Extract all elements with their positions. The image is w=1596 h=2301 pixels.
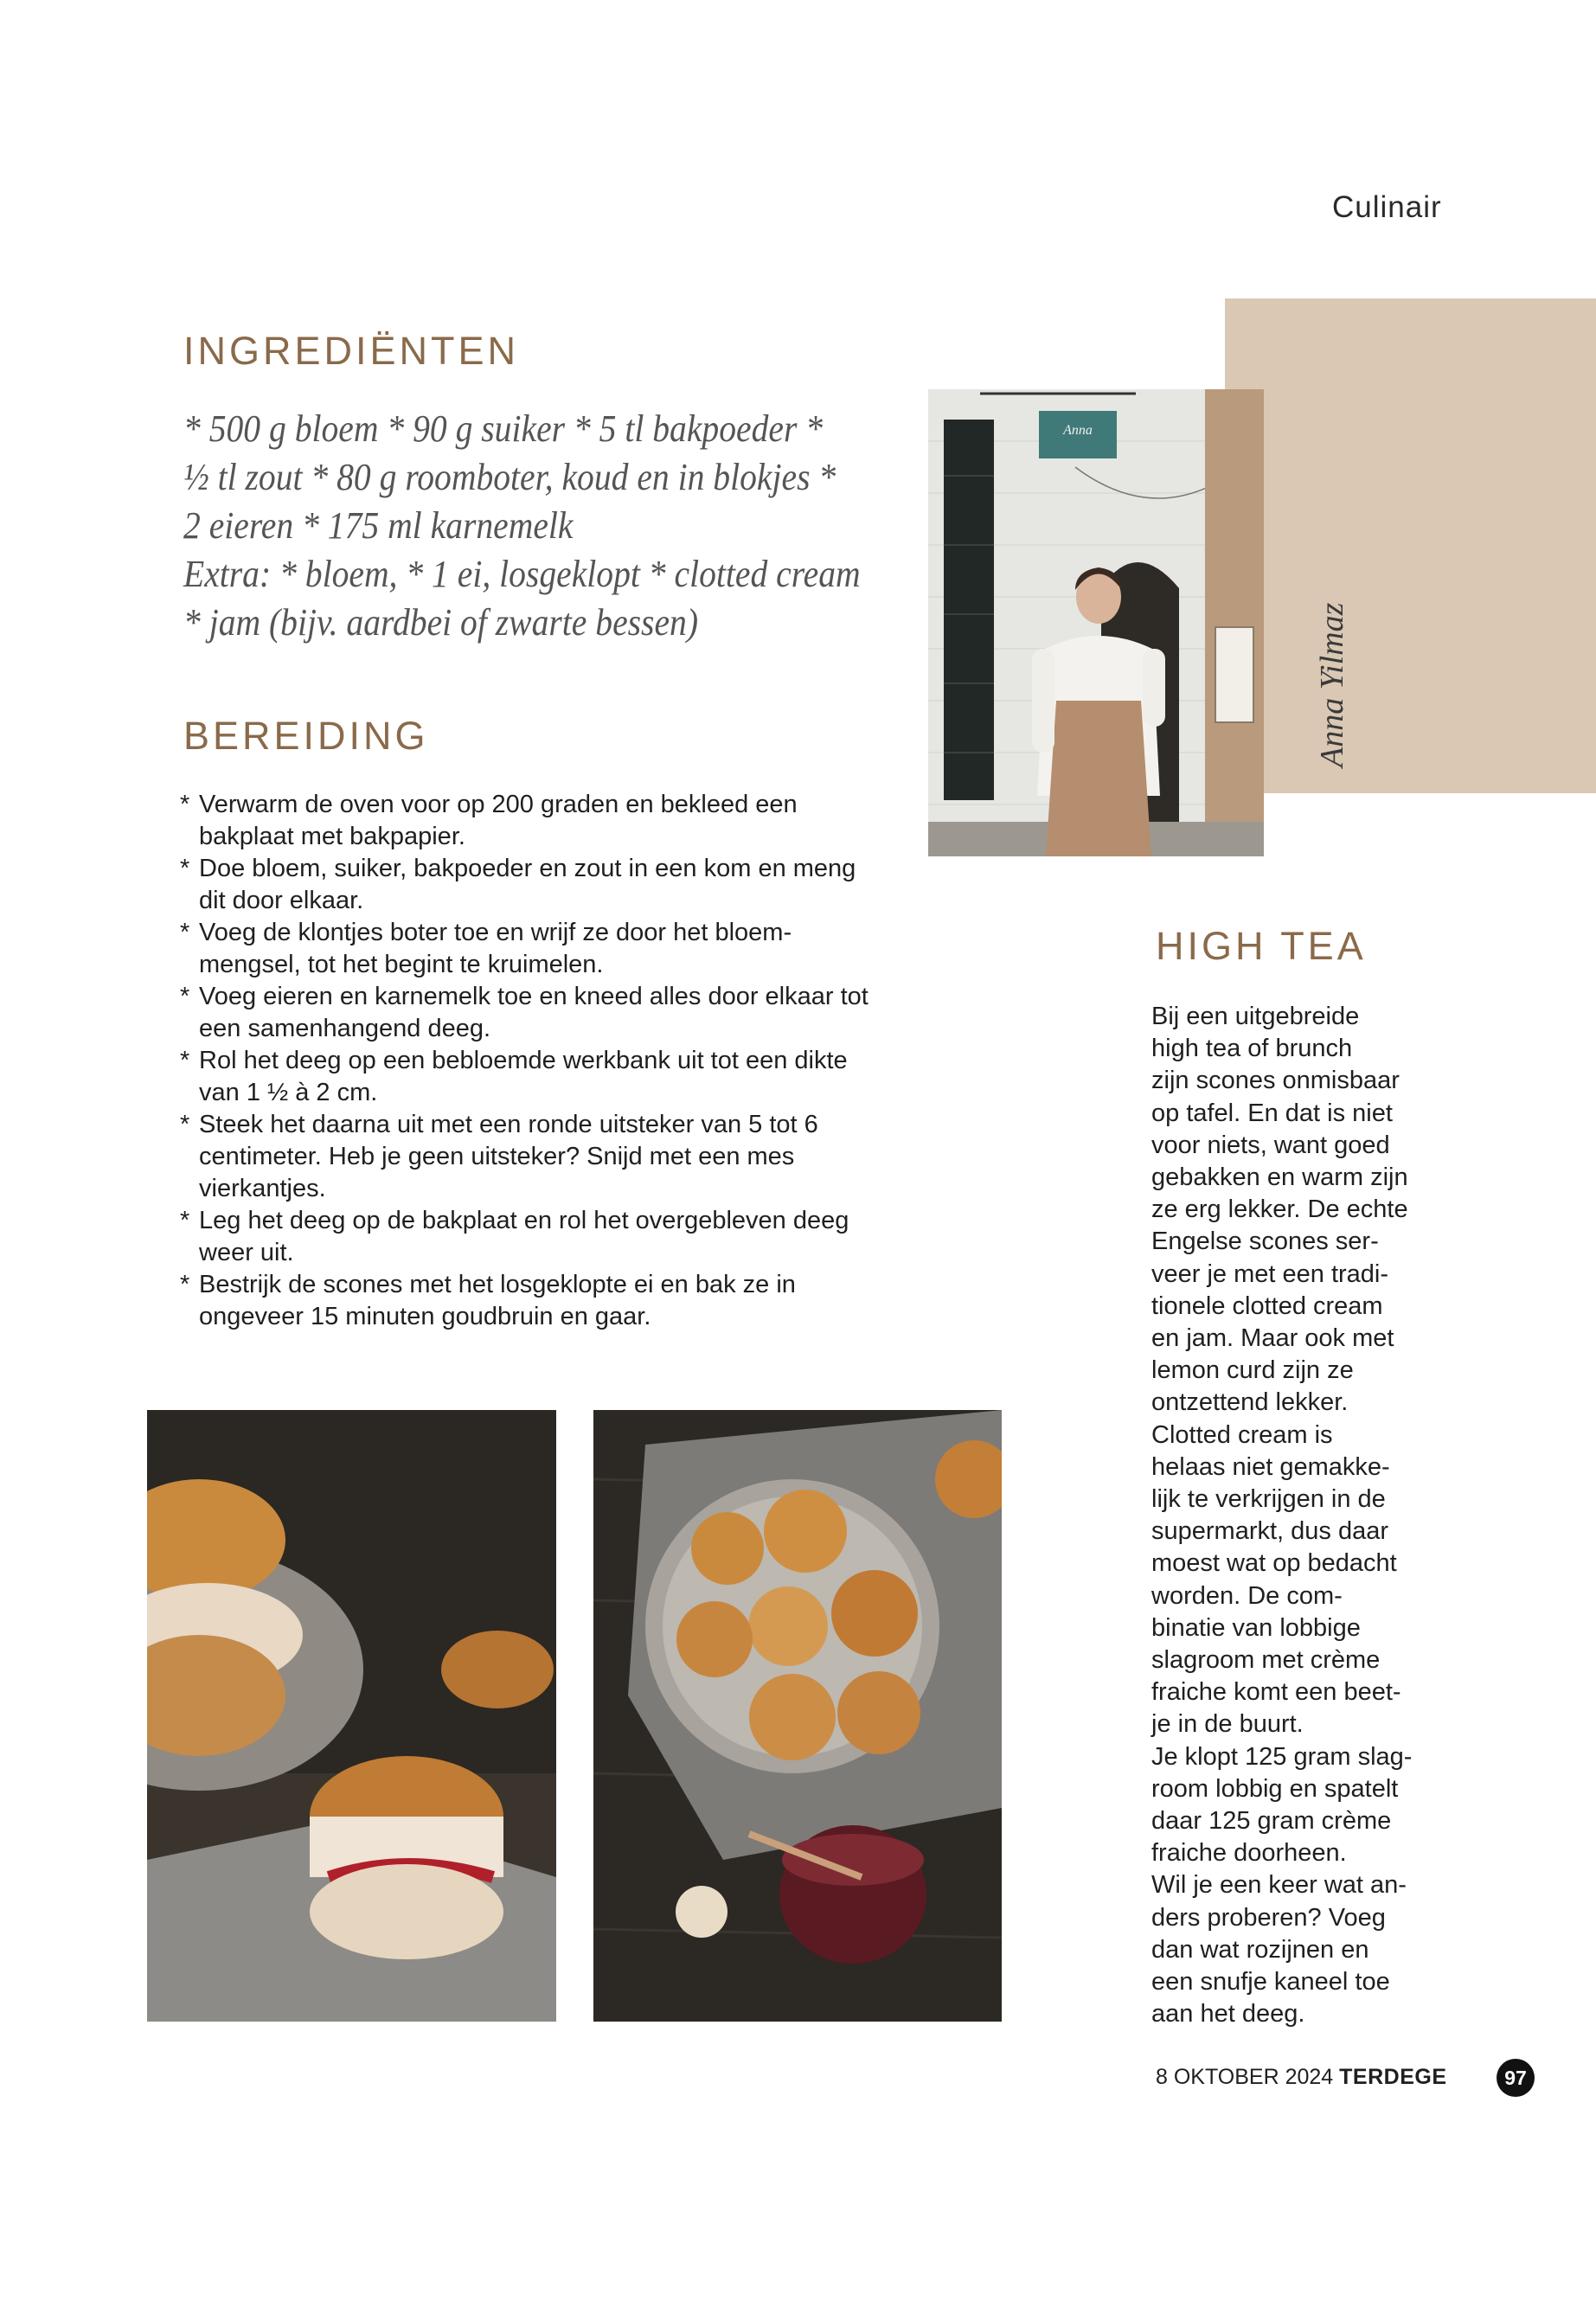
text-line: lemon curd zijn ze (1151, 1356, 1354, 1385)
text-line: helaas niet gemakke- (1151, 1452, 1390, 1481)
text-line: fraiche komt een beet- (1151, 1678, 1401, 1707)
text-line: je in de buurt. (1151, 1710, 1304, 1739)
text-line: moest wat op bedacht (1151, 1549, 1397, 1578)
text-line: slagroom met crème (1151, 1646, 1381, 1675)
text-line: worden. De com- (1151, 1581, 1343, 1610)
preparation-step: * Steek het daarna uit met een ronde uitsteker van 5 tot 6 centimeter. Heb je geen uitsteker? Snijd met een mes vierkantjes. (180, 1109, 872, 1205)
preparation-step: * Doe bloem, suiker, bakpoeder en zout in een kom en meng dit door elkaar. (180, 853, 872, 917)
footer-issue-info (1156, 2065, 1447, 2090)
text-line: tionele clotted cream (1151, 1292, 1383, 1320)
preparation-steps (180, 789, 872, 1333)
text-line: room lobbig en spatelt (1151, 1774, 1399, 1803)
ingredients-line: * 500 g bloem * 90 g suiker * 5 tl bakpoeder * (183, 407, 824, 450)
author-name: Anna Yilmaz (1314, 602, 1350, 767)
text-line: ontzettend lekker. (1151, 1388, 1349, 1417)
magazine-name: TERDEGE (1339, 2065, 1447, 2089)
preparation-step: * Bestrijk de scones met het losgeklopte ei en bak ze in ongeveer 15 minuten goudbruin en gaar. (180, 1269, 872, 1333)
preparation-step: * Leg het deeg op de bakplaat en rol het overgebleven deeg weer uit. (180, 1205, 872, 1269)
high-tea-text (1151, 1001, 1445, 2031)
section-label: Culinair (1332, 190, 1442, 224)
text-line: veer je met een tradi- (1151, 1259, 1389, 1288)
preparation-heading: BEREIDING (183, 714, 429, 758)
text-line: een snufje kaneel toe (1151, 1968, 1390, 1997)
ingredients-line: * jam (bijv. aardbei of zwarte bessen) (183, 601, 699, 644)
high-tea-heading: HIGH TEA (1156, 924, 1367, 968)
portrait-illustration (928, 389, 1264, 856)
text-line: Clotted cream is (1151, 1420, 1333, 1449)
text-line: dan wat rozijnen en (1151, 1935, 1369, 1964)
text-line: zijn scones onmisbaar (1151, 1067, 1400, 1095)
text-line: Je klopt 125 gram slag- (1151, 1742, 1413, 1771)
preparation-step: * Voeg eieren en karnemelk toe en kneed alles door elkaar tot een samenhangend deeg. (180, 981, 872, 1045)
text-line: Engelse scones ser- (1151, 1227, 1379, 1256)
text-line: ders proberen? Voeg (1151, 1903, 1386, 1932)
text-line: daar 125 gram crème (1151, 1807, 1392, 1836)
text-line: aan het deeg. (1151, 2000, 1305, 2029)
scones-bowl-illustration (593, 1410, 1002, 2022)
text-line: en jam. Maar ook met (1151, 1324, 1394, 1353)
text-line: voor niets, want goed (1151, 1131, 1390, 1159)
portrait-photo (928, 389, 1264, 856)
preparation-step: * Verwarm de oven voor op 200 graden en bekleed een bakplaat met bakpapier. (180, 789, 872, 853)
preparation-step: * Rol het deeg op een bebloemde werkbank uit tot een dikte van 1 ½ à 2 cm. (180, 1045, 872, 1109)
page-number-badge: 97 (1497, 2059, 1535, 2097)
preparation-step: * Voeg de klontjes boter toe en wrijf ze door het bloem-mengsel, tot het begint te kruimelen. (180, 917, 872, 981)
ingredients-list (183, 405, 861, 647)
text-line: op tafel. En dat is niet (1151, 1099, 1393, 1127)
text-line: Bij een uitgebreide (1151, 1003, 1360, 1030)
scone-closeup-photo (147, 1410, 556, 2022)
text-line: ze erg lekker. De echte (1151, 1195, 1408, 1224)
text-line: binatie van lobbige (1151, 1613, 1361, 1642)
text-line: Wil je een keer wat an- (1151, 1871, 1407, 1900)
issue-date: 8 OKTOBER 2024 (1156, 2065, 1334, 2089)
text-line: lijk te verkrijgen in de (1151, 1485, 1386, 1514)
portrait-byline (1306, 602, 1358, 774)
shop-sign-text: Anna (1063, 423, 1093, 438)
text-line: high tea of brunch (1151, 1035, 1353, 1063)
text-line: gebakken en warm zijn (1151, 1163, 1408, 1192)
text-line: fraiche doorheen. (1151, 1839, 1347, 1868)
ingredients-line: Extra: * bloem, * 1 ei, losgeklopt * clotted cream (183, 553, 861, 595)
scones-bowl-photo (593, 1410, 1002, 2022)
ingredients-line: ½ tl zout * 80 g roomboter, koud en in blokjes * (183, 456, 836, 498)
text-line: supermarkt, dus daar (1151, 1517, 1389, 1546)
ingredients-heading: INGREDIËNTEN (183, 329, 520, 373)
scone-closeup-illustration (147, 1410, 556, 2022)
beige-color-block (1225, 298, 1596, 793)
ingredients-line: 2 eieren * 175 ml karnemelk (183, 504, 574, 547)
